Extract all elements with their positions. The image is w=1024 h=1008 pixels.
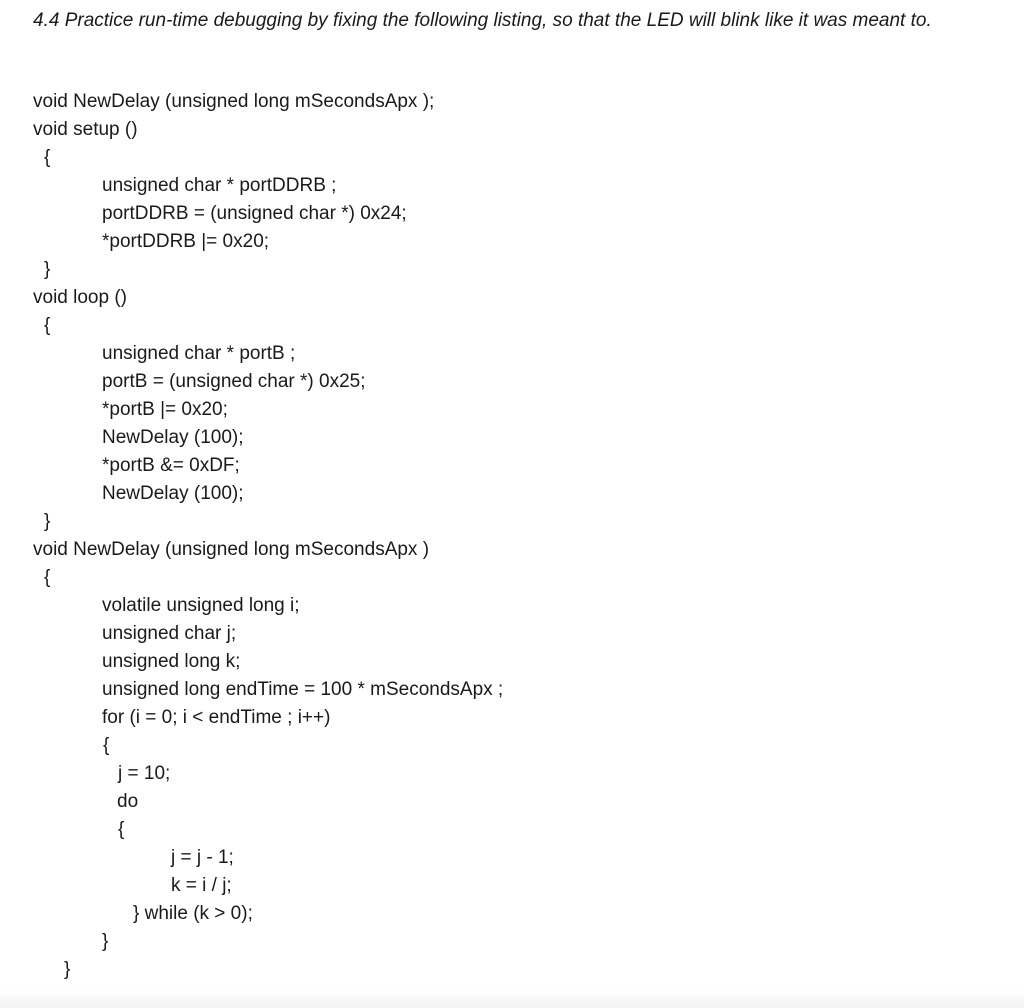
- code-line: {: [118, 819, 125, 840]
- code-line: void NewDelay (unsigned long mSecondsApx ): [33, 539, 430, 560]
- code-line: for (i = 0; i < endTime ; i++): [102, 707, 331, 728]
- code-line: *portB |= 0x20;: [102, 399, 228, 420]
- code-line: void setup (): [33, 119, 138, 140]
- code-line: portB = (unsigned char *) 0x25;: [102, 371, 366, 392]
- code-line: void loop (): [33, 287, 127, 308]
- code-line: j = 10;: [118, 763, 171, 784]
- code-line: NewDelay (100);: [102, 427, 244, 448]
- code-line: *portDDRB |= 0x20;: [102, 231, 270, 252]
- code-line: volatile unsigned long i;: [102, 595, 300, 616]
- code-line: j = j - 1;: [171, 847, 234, 868]
- code-line: {: [44, 315, 51, 336]
- code-line: portDDRB = (unsigned char *) 0x24;: [102, 203, 407, 224]
- page-bottom-edge: [0, 990, 1024, 1008]
- code-line: }: [44, 259, 51, 280]
- code-line: {: [44, 567, 51, 588]
- code-line: NewDelay (100);: [102, 483, 244, 504]
- code-line: unsigned char * portDDRB ;: [102, 175, 337, 196]
- code-line: } while (k > 0);: [133, 903, 253, 924]
- question-text: 4.4 Practice run-time debugging by fixing the following listing, so that the LED will blink like it was meant to.: [33, 10, 932, 31]
- code-line: }: [102, 931, 109, 952]
- code-line: {: [44, 147, 51, 168]
- code-line: void NewDelay (unsigned long mSecondsApx );: [33, 91, 435, 112]
- code-line: k = i / j;: [171, 875, 232, 896]
- code-line: *portB &= 0xDF;: [102, 455, 240, 476]
- code-line: unsigned char * portB ;: [102, 343, 296, 364]
- code-line: do: [117, 791, 139, 812]
- code-line: unsigned char j;: [102, 623, 237, 644]
- code-line: }: [64, 959, 71, 980]
- code-line: unsigned long endTime = 100 * mSecondsApx ;: [102, 679, 504, 700]
- code-line: }: [44, 511, 51, 532]
- code-line: {: [103, 735, 110, 756]
- code-line: unsigned long k;: [102, 651, 241, 672]
